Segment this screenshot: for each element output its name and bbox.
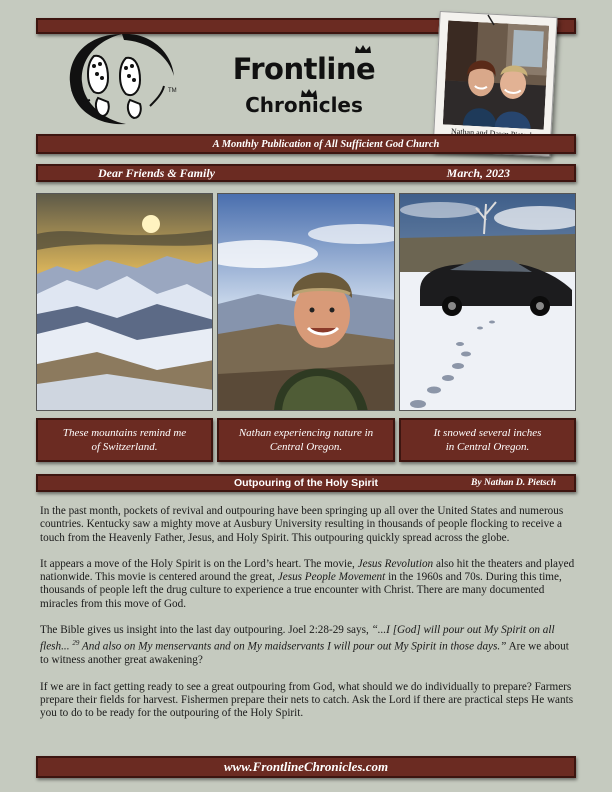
couple-photo <box>443 20 549 129</box>
tagline-text: A Monthly Publication of All Sufficient God Church <box>212 138 440 150</box>
article-heading-bar <box>36 474 576 492</box>
tagline-bar <box>36 134 576 154</box>
photo-caption-portrait: Nathan experiencing nature in Central Oregon. <box>217 418 395 462</box>
article-body <box>40 505 580 734</box>
mountain-sunset-photo <box>36 193 213 411</box>
svg-text:TM: TM <box>168 88 177 94</box>
masthead-title: Frontline <box>232 52 376 86</box>
masthead-subtitle: Chronicles <box>245 93 363 117</box>
article-paragraph: In the past month, pockets of revival and outpouring have been springing up all over the United States and numerous countries. Kentucky saw a mighty move at Ausbury University resulting in thousands of people flocking to receive a touch from the Heavenly Father, Jesus, and Holy Spirit. This outpouring quickly spread across the globe. <box>40 505 564 544</box>
portrait-photo <box>217 193 395 411</box>
article-paragraph: The Bible gives us insight into the last day outpouring. Joel 2:28-29 says, “...I [God] will pour out My Spirit on all flesh... $^{29}$ And also on My menservants and on My maidservants I will pour out My Spirit in those days.” Are we about to witness another great awakening? <box>40 624 569 667</box>
article-paragraph: If we are in fact getting ready to see a great outpouring from God, what should we do individually to prepare? Farmers prepare their fields for harvest. Fishermen prepare their nets to catch. Ask the Lord if there are practical steps He wants you to do to be ready for the outpouring of the Holy Spirit. <box>40 680 574 720</box>
footprints-globe-logo <box>64 30 182 128</box>
issue-date: March, 2023 <box>446 165 510 180</box>
greeting-text: Dear Friends & Family <box>98 165 216 180</box>
greeting-bar <box>36 164 576 182</box>
footer-bar <box>36 756 576 778</box>
pushpin-icon <box>486 14 496 26</box>
photo-caption-mountains: These mountains remind me of Switzerland. <box>36 418 213 462</box>
snowy-car-photo <box>399 193 576 411</box>
article-byline: By Nathan D. Pietsch <box>471 478 556 488</box>
photo-caption-snow: It snowed several inches in Central Oregon. <box>399 418 576 462</box>
website-link[interactable]: www.FrontlineChronicles.com <box>223 759 389 774</box>
article-paragraph: It appears a move of the Holy Spirit is on the Lord’s heart. The movie, Jesus Revolution also hit the theaters and played nationwide. This movie is centered around the great, Jesus People Movement in the 1960s and 70s. During this time, thousands of people left the drug culture to experience a true encounter with Christ. There are many documented miracles from this move of God. <box>40 557 575 610</box>
article-title: Outpouring of the Holy Spirit <box>233 477 379 489</box>
